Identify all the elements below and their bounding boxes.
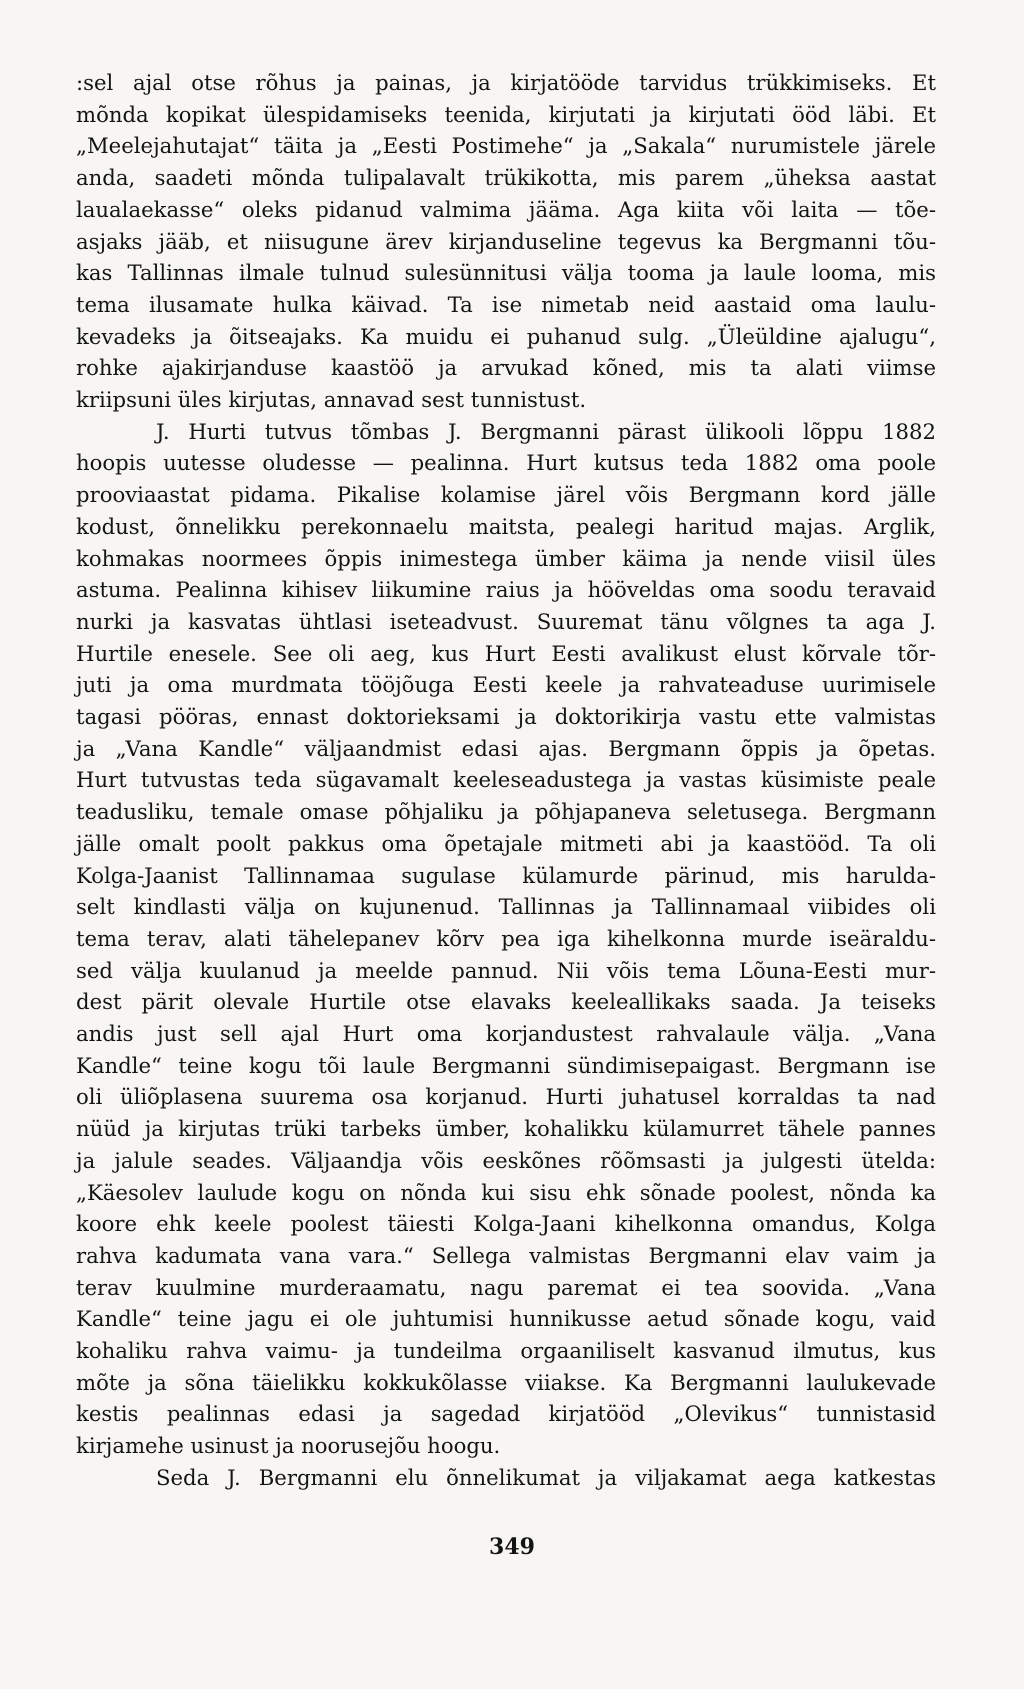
text-line: tema terav, alati tähelepanev kõrv pea iga kihelkonna murde iseäraldu- <box>76 925 936 951</box>
text-line: dest pärit olevale Hurtile otse elavaks keeleallikaks saada. Ja teiseks <box>76 989 936 1015</box>
text-line: J. Hurti tutvus tõmbas J. Bergmanni pärast ülikooli lõppu 1882 <box>156 418 936 444</box>
text-line: Hurt tutvustas teda sügavamalt keeleseadustega ja vastas küsimiste peale <box>76 767 936 793</box>
text-line: kodust, õnnelikku perekonnaelu maitsta, pealegi haritud majas. Arglik, <box>76 513 936 539</box>
text-line: tema ilusamate hulka käivad. Ta ise nimetab neid aastaid oma laulu- <box>76 291 936 317</box>
text-line: kirjamehe usinust ja noorusejõu hoogu. <box>76 1433 501 1459</box>
text-line: mõnda kopikat ülespidamiseks teenida, kirjutati ja kirjutati ööd läbi. Et <box>76 101 936 127</box>
text-line: tagasi pööras, ennast doktorieksami ja doktorikirja vastu ette valmistas <box>76 704 936 729</box>
text-line: Kolga-Jaanist Tallinnamaa sugulase külamurde pärinud, mis harulda- <box>76 862 936 888</box>
text-line: koore ehk keele poolest täiesti Kolga-Jaani kihelkonna omandus, Kolga <box>76 1211 936 1237</box>
text-line: kevadeks ja õitseajaks. Ka muidu ei puhanud sulg. „Üleüldine ajalugu“, <box>76 323 936 349</box>
text-line: andis just sell ajal Hurt oma korjandustest rahvalaule välja. „Vana <box>76 1021 936 1046</box>
text-line: „Meelejahutajat“ täita ja „Eesti Postimehe“ ja „Sakala“ nurumistele järele <box>76 133 936 159</box>
text-line: Seda J. Bergmanni elu õnnelikumat ja viljakamat aega katkestas <box>156 1464 936 1490</box>
text-line: Hurtile enesele. See oli aeg, kus Hurt Eesti avalikust elust kõrvale tõr- <box>76 640 936 666</box>
text-line: selt kindlasti välja on kujunenud. Tallinnas ja Tallinnamaal viibides oli <box>76 894 936 920</box>
text-line: teadusliku, temale omase põhjaliku ja põhjapaneva seletusega. Bergmann <box>76 799 936 825</box>
text-line: oli üliõplasena suurema osa korjanud. Hurti juhatusel korraldas ta nad <box>76 1084 936 1110</box>
text-line: prooviaastat pidama. Pikalise kolamise järel võis Bergmann kord jälle <box>76 482 936 508</box>
text-line: nüüd ja kirjutas trüki tarbeks ümber, kohalikku külamurret tähele pannes <box>76 1116 936 1142</box>
text-line: terav kuulmine murderaamatu, nagu paremat ei tea soovida. „Vana <box>76 1274 936 1300</box>
text-line: kohaliku rahva vaimu- ja tundeilma orgaaniliselt kasvanud ilmutus, kus <box>76 1338 936 1363</box>
text-line: ja „Vana Kandle“ väljaandmist edasi ajas. Bergmann õppis ja õpetas. <box>76 735 936 761</box>
text-line: nurki ja kasvatas ühtlasi iseteadvust. Suuremat tänu võlgnes ta aga J. <box>76 608 936 634</box>
page-number: 349 <box>489 1534 535 1560</box>
text-line: astuma. Pealinna kihisev liikumine raius ja hööveldas oma soodu teravaid <box>76 577 936 603</box>
text-line: rahva kadumata vana vara.“ Sellega valmistas Bergmanni elav vaim ja <box>76 1242 936 1268</box>
text-line: hoopis uutesse oludesse — pealinna. Hurt kutsus teda 1882 oma poole <box>76 450 936 476</box>
text-line: kestis pealinnas edasi ja sagedad kirjatööd „Olevikus“ tunnistasid <box>76 1401 936 1427</box>
text-line: ja jalule seades. Väljaandja võis eeskõnes rõõmsasti ja julgesti ütelda: <box>76 1147 936 1173</box>
text-line: sed välja kuulanud ja meelde pannud. Nii võis tema Lõuna-Eesti mur- <box>76 957 936 983</box>
text-line: rohke ajakirjanduse kaastöö ja arvukad kõned, mis ta alati viimse <box>76 355 936 381</box>
text-line: Kandle“ teine jagu ei ole juhtumisi hunnikusse aetud sõnade kogu, vaid <box>76 1306 936 1332</box>
text-line: „Käesolev laulude kogu on nõnda kui sisu ehk sõnade poolest, nõnda ka <box>76 1179 936 1205</box>
text-line: mõte ja sõna täielikku kokkukõlasse viiakse. Ka Bergmanni laulukevade <box>76 1369 936 1395</box>
text-line: Kandle“ teine kogu tõi laule Bergmanni sündimisepaigast. Bergmann ise <box>76 1052 936 1078</box>
text-line: :sel ajal otse rõhus ja painas, ja kirjatööde tarvidus trükkimiseks. Et <box>76 70 936 95</box>
text-line: anda, saadeti mõnda tulipalavalt trükikotta, mis parem „üheksa aastat <box>76 165 936 191</box>
text-line: asjaks jääb, et niisugune ärev kirjanduseline tegevus ka Bergmanni tõu- <box>76 228 936 254</box>
text-line: laualaekasse“ oleks pidanud valmima jääma. Aga kiita või laita — tõe- <box>76 196 936 222</box>
text-line: kriipsuni üles kirjutas, annavad sest tunnistust. <box>76 387 587 412</box>
text-line: juti ja oma murdmata tööjõuga Eesti keele ja rahvateaduse uurimisele <box>76 672 936 698</box>
text-line: kas Tallinnas ilmale tulnud sulesünnitusi välja tooma ja laule looma, mis <box>76 260 936 286</box>
text-line: jälle omalt poolt pakkus oma õpetajale mitmeti abi ja kaastööd. Ta oli <box>76 830 936 856</box>
text-line: kohmakas noormees õppis inimestega ümber käima ja nende viisil üles <box>76 545 936 571</box>
